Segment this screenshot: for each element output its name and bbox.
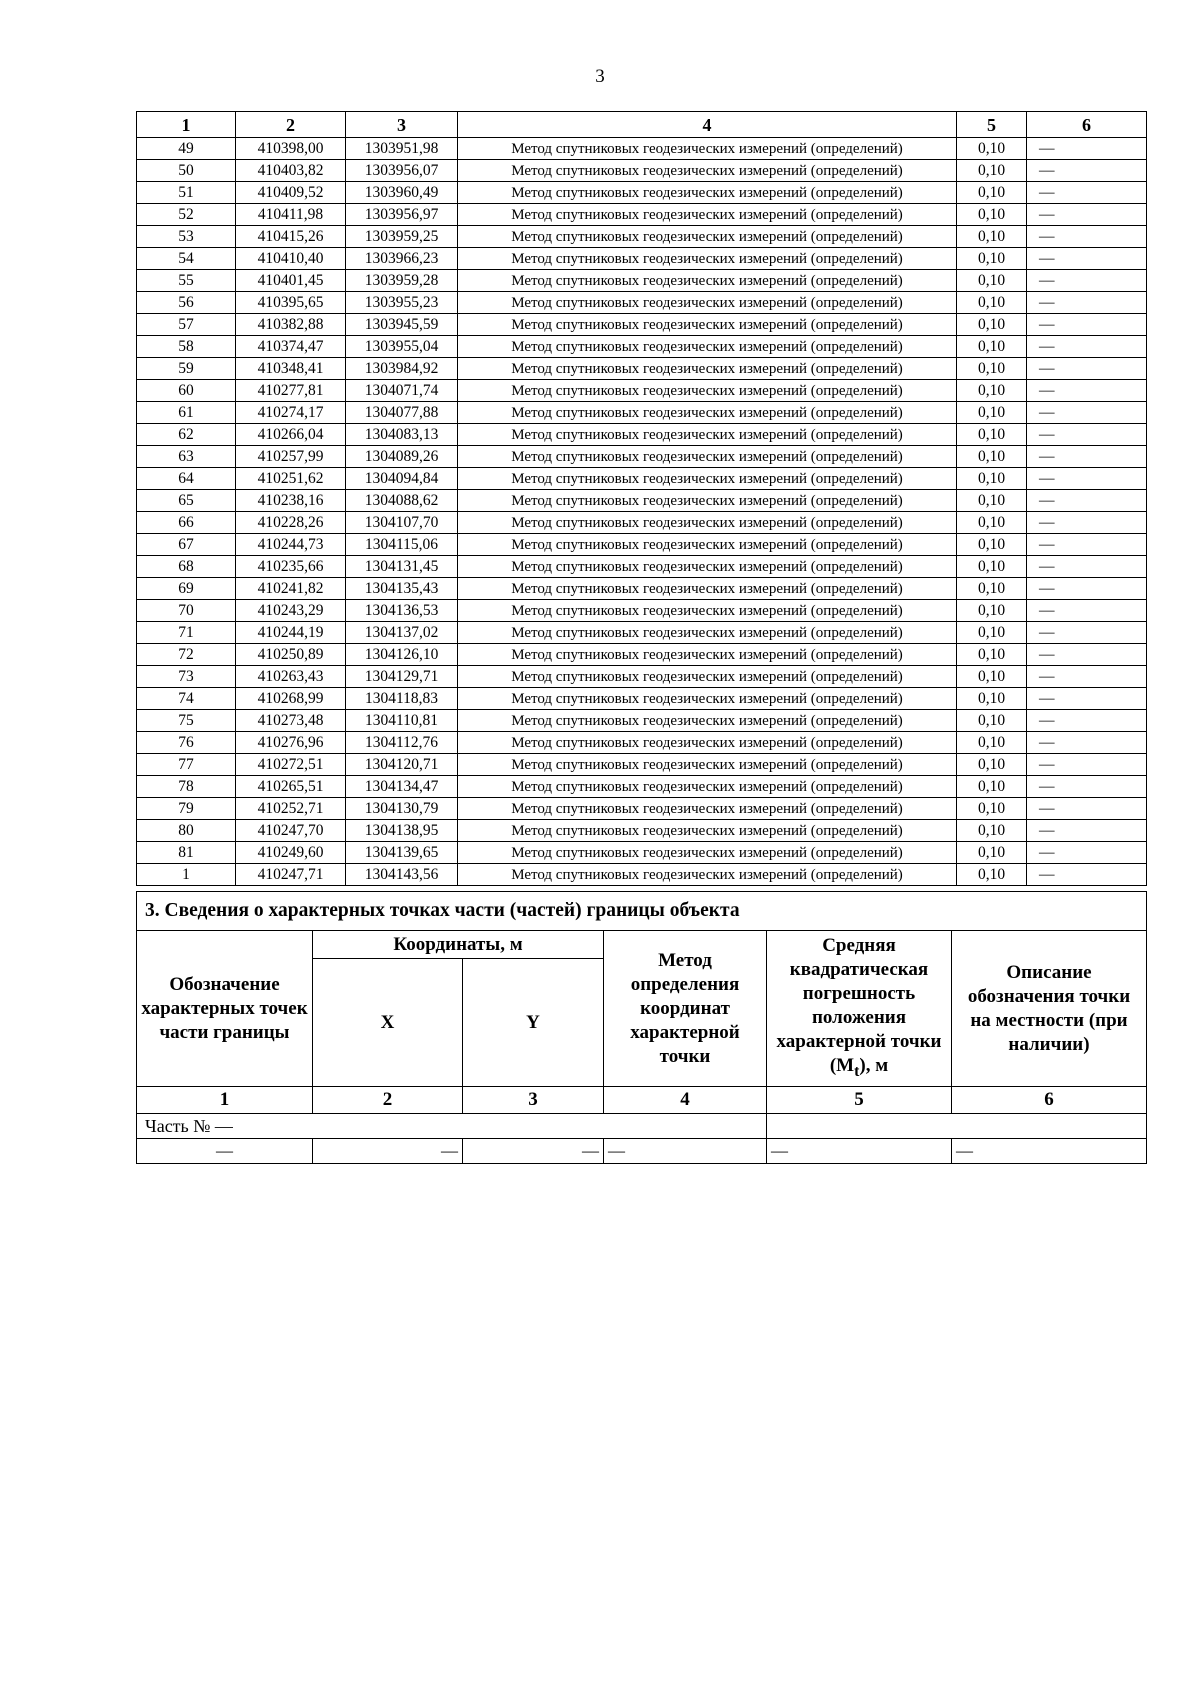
table-cell-col-6: —: [1027, 270, 1147, 292]
table-cell-col-5: 0,10: [957, 864, 1027, 886]
table-cell-col-5: 0,10: [957, 358, 1027, 380]
table-row: [137, 336, 1147, 358]
table-row: [137, 710, 1147, 732]
table-cell-col-1: 61: [137, 402, 236, 424]
table-cell-col-4: Метод спутниковых геодезических измерений (определений): [458, 622, 957, 644]
header-col-1: 1: [137, 112, 236, 138]
table-cell-col-1: 75: [137, 710, 236, 732]
table-row: [137, 270, 1147, 292]
col-num-4: 4: [604, 1087, 767, 1114]
dash-cell-1: —: [137, 1139, 313, 1164]
table-cell-col-1: 57: [137, 314, 236, 336]
table-row: [137, 622, 1147, 644]
table-cell-col-1: 63: [137, 446, 236, 468]
table-cell-col-2: 410409,52: [236, 182, 346, 204]
table-cell-col-5: 0,10: [957, 490, 1027, 512]
table-row: [137, 644, 1147, 666]
table-row: [137, 226, 1147, 248]
table-cell-col-1: 67: [137, 534, 236, 556]
table-cell-col-2: 410410,40: [236, 248, 346, 270]
coordinates-table-body: [137, 138, 1147, 886]
table-cell-col-6: —: [1027, 160, 1147, 182]
table-cell-col-4: Метод спутниковых геодезических измерений (определений): [458, 490, 957, 512]
table-cell-col-2: 410252,71: [236, 798, 346, 820]
header-error-subscript: t: [854, 1062, 860, 1080]
table-cell-col-2: 410244,73: [236, 534, 346, 556]
table-cell-col-3: 1304135,43: [346, 578, 458, 600]
table-cell-col-1: 70: [137, 600, 236, 622]
table-cell-col-3: 1303956,07: [346, 160, 458, 182]
table-cell-col-1: 77: [137, 754, 236, 776]
table-cell-col-5: 0,10: [957, 754, 1027, 776]
table-cell-col-5: 0,10: [957, 446, 1027, 468]
header-col-5: 5: [957, 112, 1027, 138]
table-cell-col-2: 410268,99: [236, 688, 346, 710]
table-cell-col-5: 0,10: [957, 160, 1027, 182]
table-row: [137, 754, 1147, 776]
table-cell-col-5: 0,10: [957, 534, 1027, 556]
table-cell-col-1: 73: [137, 666, 236, 688]
table-cell-col-2: 410235,66: [236, 556, 346, 578]
table-cell-col-2: 410382,88: [236, 314, 346, 336]
table-cell-col-6: —: [1027, 578, 1147, 600]
table-cell-col-2: 410374,47: [236, 336, 346, 358]
table-cell-col-6: —: [1027, 754, 1147, 776]
table-cell-col-3: 1304077,88: [346, 402, 458, 424]
table-cell-col-3: 1304130,79: [346, 798, 458, 820]
table-cell-col-4: Метод спутниковых геодезических измерений (определений): [458, 776, 957, 798]
table-cell-col-3: 1303956,97: [346, 204, 458, 226]
table-cell-col-6: —: [1027, 248, 1147, 270]
table-cell-col-6: —: [1027, 226, 1147, 248]
table-cell-col-2: 410266,04: [236, 424, 346, 446]
table-cell-col-5: 0,10: [957, 556, 1027, 578]
table-cell-col-4: Метод спутниковых геодезических измерений (определений): [458, 314, 957, 336]
table-cell-col-3: 1303959,28: [346, 270, 458, 292]
table-row: [137, 358, 1147, 380]
table-cell-col-4: Метод спутниковых геодезических измерений (определений): [458, 182, 957, 204]
table-cell-col-5: 0,10: [957, 138, 1027, 160]
table-cell-col-3: 1303966,23: [346, 248, 458, 270]
table-cell-col-2: 410401,45: [236, 270, 346, 292]
table-cell-col-4: Метод спутниковых геодезических измерений (определений): [458, 512, 957, 534]
table-cell-col-4: Метод спутниковых геодезических измерений (определений): [458, 270, 957, 292]
table-cell-col-6: —: [1027, 314, 1147, 336]
table-cell-col-4: Метод спутниковых геодезических измерений (определений): [458, 292, 957, 314]
table-cell-col-4: Метод спутниковых геодезических измерений (определений): [458, 754, 957, 776]
table-cell-col-4: Метод спутниковых геодезических измерений (определений): [458, 204, 957, 226]
table-cell-col-2: 410249,60: [236, 842, 346, 864]
table-cell-col-6: —: [1027, 336, 1147, 358]
table-cell-col-6: —: [1027, 798, 1147, 820]
table-row: [137, 600, 1147, 622]
table-cell-col-2: 410244,19: [236, 622, 346, 644]
table-cell-col-3: 1304134,47: [346, 776, 458, 798]
table-cell-col-6: —: [1027, 710, 1147, 732]
header-method: Метод определения координат характерной точки: [604, 931, 767, 1087]
table-cell-col-5: 0,10: [957, 644, 1027, 666]
table-cell-col-6: —: [1027, 644, 1147, 666]
table-cell-col-2: 410251,62: [236, 468, 346, 490]
col-num-2: 2: [313, 1087, 463, 1114]
header-error-tail: ), м: [859, 1054, 889, 1076]
table-row: [137, 446, 1147, 468]
table-cell-col-3: 1304071,74: [346, 380, 458, 402]
table-cell-col-6: —: [1027, 512, 1147, 534]
table-cell-col-5: 0,10: [957, 622, 1027, 644]
table-cell-col-1: 66: [137, 512, 236, 534]
table-cell-col-1: 78: [137, 776, 236, 798]
table-row: [137, 512, 1147, 534]
table-cell-col-1: 79: [137, 798, 236, 820]
table-cell-col-3: 1303984,92: [346, 358, 458, 380]
table-cell-col-6: —: [1027, 402, 1147, 424]
table-cell-col-2: 410265,51: [236, 776, 346, 798]
table-cell-col-2: 410398,00: [236, 138, 346, 160]
table-cell-col-1: 71: [137, 622, 236, 644]
table-row: [137, 864, 1147, 886]
table-cell-col-1: 60: [137, 380, 236, 402]
table-row: [137, 292, 1147, 314]
table-cell-col-1: 72: [137, 644, 236, 666]
table-cell-col-1: 1: [137, 864, 236, 886]
table-cell-col-2: 410238,16: [236, 490, 346, 512]
dash-cell-3: —: [463, 1139, 604, 1164]
table-row: [137, 688, 1147, 710]
header-coordinates: Координаты, м: [313, 931, 604, 959]
table-cell-col-3: 1304136,53: [346, 600, 458, 622]
part-label: Часть № —: [137, 1114, 767, 1139]
table-cell-col-4: Метод спутниковых геодезических измерений (определений): [458, 644, 957, 666]
table-cell-col-4: Метод спутниковых геодезических измерений (определений): [458, 380, 957, 402]
table-cell-col-4: Метод спутниковых геодезических измерений (определений): [458, 138, 957, 160]
table-row: [137, 314, 1147, 336]
table-cell-col-6: —: [1027, 732, 1147, 754]
table-cell-col-2: 410411,98: [236, 204, 346, 226]
table-cell-col-2: 410276,96: [236, 732, 346, 754]
header-col-6: 6: [1027, 112, 1147, 138]
table-cell-col-6: —: [1027, 688, 1147, 710]
table-cell-col-1: 62: [137, 424, 236, 446]
table-cell-col-4: Метод спутниковых геодезических измерений (определений): [458, 578, 957, 600]
table-cell-col-4: Метод спутниковых геодезических измерений (определений): [458, 842, 957, 864]
table-row: [137, 160, 1147, 182]
table-cell-col-4: Метод спутниковых геодезических измерений (определений): [458, 600, 957, 622]
table-cell-col-3: 1304138,95: [346, 820, 458, 842]
table-cell-col-4: Метод спутниковых геодезических измерений (определений): [458, 820, 957, 842]
table-cell-col-5: 0,10: [957, 402, 1027, 424]
table-cell-col-5: 0,10: [957, 688, 1027, 710]
table-cell-col-2: 410247,70: [236, 820, 346, 842]
dash-cell-2: —: [313, 1139, 463, 1164]
table-cell-col-2: 410274,17: [236, 402, 346, 424]
table-cell-col-6: —: [1027, 534, 1147, 556]
table-cell-col-3: 1304120,71: [346, 754, 458, 776]
table-cell-col-3: 1304089,26: [346, 446, 458, 468]
header-col-4: 4: [458, 112, 957, 138]
table-cell-col-2: 410277,81: [236, 380, 346, 402]
table-cell-col-1: 74: [137, 688, 236, 710]
table-cell-col-2: 410257,99: [236, 446, 346, 468]
table-cell-col-5: 0,10: [957, 182, 1027, 204]
table-cell-col-6: —: [1027, 358, 1147, 380]
table-cell-col-5: 0,10: [957, 380, 1027, 402]
table-cell-col-5: 0,10: [957, 226, 1027, 248]
table-cell-col-6: —: [1027, 380, 1147, 402]
table-cell-col-5: 0,10: [957, 776, 1027, 798]
table-cell-col-1: 53: [137, 226, 236, 248]
table-cell-col-5: 0,10: [957, 798, 1027, 820]
table-cell-col-5: 0,10: [957, 512, 1027, 534]
table-cell-col-6: —: [1027, 600, 1147, 622]
page-number: 3: [595, 66, 605, 87]
table-cell-col-5: 0,10: [957, 710, 1027, 732]
table-cell-col-3: 1304115,06: [346, 534, 458, 556]
table-row: [137, 182, 1147, 204]
table-cell-col-1: 49: [137, 138, 236, 160]
table-cell-col-3: 1303955,04: [346, 336, 458, 358]
table-row: [137, 578, 1147, 600]
table-cell-col-6: —: [1027, 666, 1147, 688]
table-cell-col-1: 56: [137, 292, 236, 314]
table-row: [137, 402, 1147, 424]
header-error-main: Средняя квадратическая погрешность положения характерной точки (M: [776, 934, 942, 1076]
section3-table: [136, 891, 1147, 1164]
table-cell-col-4: Метод спутниковых геодезических измерений (определений): [458, 402, 957, 424]
table-cell-col-2: 410241,82: [236, 578, 346, 600]
table-header-row: [137, 112, 1147, 138]
table-cell-col-2: 410348,41: [236, 358, 346, 380]
table-cell-col-3: 1303945,59: [346, 314, 458, 336]
table-cell-col-2: 410250,89: [236, 644, 346, 666]
table-cell-col-6: —: [1027, 556, 1147, 578]
table-cell-col-4: Метод спутниковых геодезических измерений (определений): [458, 248, 957, 270]
table-cell-col-1: 58: [137, 336, 236, 358]
table-cell-col-4: Метод спутниковых геодезических измерений (определений): [458, 534, 957, 556]
table-row: [137, 776, 1147, 798]
table-cell-col-3: 1303951,98: [346, 138, 458, 160]
table-cell-col-2: 410415,26: [236, 226, 346, 248]
table-cell-col-5: 0,10: [957, 248, 1027, 270]
table-cell-col-5: 0,10: [957, 468, 1027, 490]
table-cell-col-1: 65: [137, 490, 236, 512]
table-cell-col-2: 410228,26: [236, 512, 346, 534]
header-col-3: 3: [346, 112, 458, 138]
table-cell-col-3: 1304139,65: [346, 842, 458, 864]
table-row: [137, 798, 1147, 820]
table-row: [137, 820, 1147, 842]
table-cell-col-1: 80: [137, 820, 236, 842]
coordinates-table: [136, 111, 1147, 886]
table-cell-col-6: —: [1027, 138, 1147, 160]
col-num-1: 1: [137, 1087, 313, 1114]
dash-cell-5: —: [767, 1139, 952, 1164]
table-cell-col-5: 0,10: [957, 314, 1027, 336]
table-cell-col-3: 1304137,02: [346, 622, 458, 644]
table-row: [137, 534, 1147, 556]
table-row: [137, 380, 1147, 402]
table-cell-col-5: 0,10: [957, 732, 1027, 754]
table-cell-col-6: —: [1027, 182, 1147, 204]
dash-cell-6: —: [952, 1139, 1147, 1164]
header-designation: Обозначение характерных точек части границы: [137, 931, 313, 1087]
table-cell-col-5: 0,10: [957, 336, 1027, 358]
table-row: [137, 424, 1147, 446]
table-cell-col-4: Метод спутниковых геодезических измерений (определений): [458, 446, 957, 468]
table-cell-col-1: 50: [137, 160, 236, 182]
table-cell-col-5: 0,10: [957, 424, 1027, 446]
table-cell-col-4: Метод спутниковых геодезических измерений (определений): [458, 864, 957, 886]
table-cell-col-1: 54: [137, 248, 236, 270]
header-x: X: [313, 959, 463, 1087]
table-cell-col-4: Метод спутниковых геодезических измерений (определений): [458, 666, 957, 688]
table-cell-col-3: 1304083,13: [346, 424, 458, 446]
table-cell-col-3: 1304143,56: [346, 864, 458, 886]
table-row: [137, 732, 1147, 754]
header-error: [767, 931, 952, 1087]
table-cell-col-5: 0,10: [957, 842, 1027, 864]
table-cell-col-1: 55: [137, 270, 236, 292]
table-row: [137, 842, 1147, 864]
table-cell-col-2: 410272,51: [236, 754, 346, 776]
table-cell-col-4: Метод спутниковых геодезических измерений (определений): [458, 798, 957, 820]
table-cell-col-5: 0,10: [957, 292, 1027, 314]
table-cell-col-3: 1303959,25: [346, 226, 458, 248]
table-cell-col-6: —: [1027, 776, 1147, 798]
header-col-2: 2: [236, 112, 346, 138]
table-cell-col-4: Метод спутниковых геодезических измерений (определений): [458, 556, 957, 578]
table-cell-col-3: 1304131,45: [346, 556, 458, 578]
table-cell-col-2: 410273,48: [236, 710, 346, 732]
table-row: [137, 666, 1147, 688]
table-row: [137, 138, 1147, 160]
table-cell-col-3: 1304112,76: [346, 732, 458, 754]
table-cell-col-5: 0,10: [957, 204, 1027, 226]
table-cell-col-2: 410247,71: [236, 864, 346, 886]
table-cell-col-6: —: [1027, 490, 1147, 512]
table-cell-col-2: 410243,29: [236, 600, 346, 622]
table-cell-col-6: —: [1027, 468, 1147, 490]
table-cell-col-1: 69: [137, 578, 236, 600]
table-cell-col-4: Метод спутниковых геодезических измерений (определений): [458, 710, 957, 732]
table-row: [137, 468, 1147, 490]
table-cell-col-3: 1304126,10: [346, 644, 458, 666]
table-cell-col-2: 410403,82: [236, 160, 346, 182]
header-description: Описание обозначения точки на местности (при наличии): [952, 931, 1147, 1087]
table-cell-col-1: 64: [137, 468, 236, 490]
dash-cell-4: —: [604, 1139, 767, 1164]
table-cell-col-3: 1304110,81: [346, 710, 458, 732]
table-cell-col-3: 1304088,62: [346, 490, 458, 512]
table-cell-col-1: 68: [137, 556, 236, 578]
table-row: [137, 490, 1147, 512]
table-cell-col-5: 0,10: [957, 666, 1027, 688]
table-cell-col-5: 0,10: [957, 820, 1027, 842]
table-cell-col-6: —: [1027, 842, 1147, 864]
table-row: [137, 248, 1147, 270]
table-cell-col-4: Метод спутниковых геодезических измерений (определений): [458, 358, 957, 380]
table-cell-col-3: 1304107,70: [346, 512, 458, 534]
table-cell-col-3: 1303955,23: [346, 292, 458, 314]
table-cell-col-5: 0,10: [957, 270, 1027, 292]
table-cell-col-1: 76: [137, 732, 236, 754]
header-y: Y: [463, 959, 604, 1087]
table-cell-col-4: Метод спутниковых геодезических измерений (определений): [458, 688, 957, 710]
table-cell-col-3: 1303960,49: [346, 182, 458, 204]
table-cell-col-6: —: [1027, 446, 1147, 468]
table-cell-col-3: 1304094,84: [346, 468, 458, 490]
table-cell-col-5: 0,10: [957, 600, 1027, 622]
table-cell-col-4: Метод спутниковых геодезических измерений (определений): [458, 468, 957, 490]
part-empty: [767, 1114, 1147, 1139]
table-cell-col-6: —: [1027, 292, 1147, 314]
table-cell-col-6: —: [1027, 820, 1147, 842]
table-cell-col-6: —: [1027, 424, 1147, 446]
section3-title: 3. Сведения о характерных точках части (частей) границы объекта: [137, 892, 1147, 931]
table-cell-col-6: —: [1027, 204, 1147, 226]
table-cell-col-4: Метод спутниковых геодезических измерений (определений): [458, 732, 957, 754]
table-cell-col-1: 81: [137, 842, 236, 864]
table-cell-col-5: 0,10: [957, 578, 1027, 600]
table-cell-col-6: —: [1027, 864, 1147, 886]
table-cell-col-2: 410263,43: [236, 666, 346, 688]
table-cell-col-3: 1304129,71: [346, 666, 458, 688]
table-cell-col-4: Метод спутниковых геодезических измерений (определений): [458, 336, 957, 358]
table-cell-col-1: 51: [137, 182, 236, 204]
table-row: [137, 204, 1147, 226]
table-cell-col-1: 59: [137, 358, 236, 380]
table-cell-col-2: 410395,65: [236, 292, 346, 314]
table-cell-col-4: Метод спутниковых геодезических измерений (определений): [458, 226, 957, 248]
col-num-5: 5: [767, 1087, 952, 1114]
table-cell-col-1: 52: [137, 204, 236, 226]
table-cell-col-4: Метод спутниковых геодезических измерений (определений): [458, 424, 957, 446]
table-cell-col-3: 1304118,83: [346, 688, 458, 710]
table-cell-col-4: Метод спутниковых геодезических измерений (определений): [458, 160, 957, 182]
col-num-6: 6: [952, 1087, 1147, 1114]
table-cell-col-6: —: [1027, 622, 1147, 644]
col-num-3: 3: [463, 1087, 604, 1114]
table-row: [137, 556, 1147, 578]
